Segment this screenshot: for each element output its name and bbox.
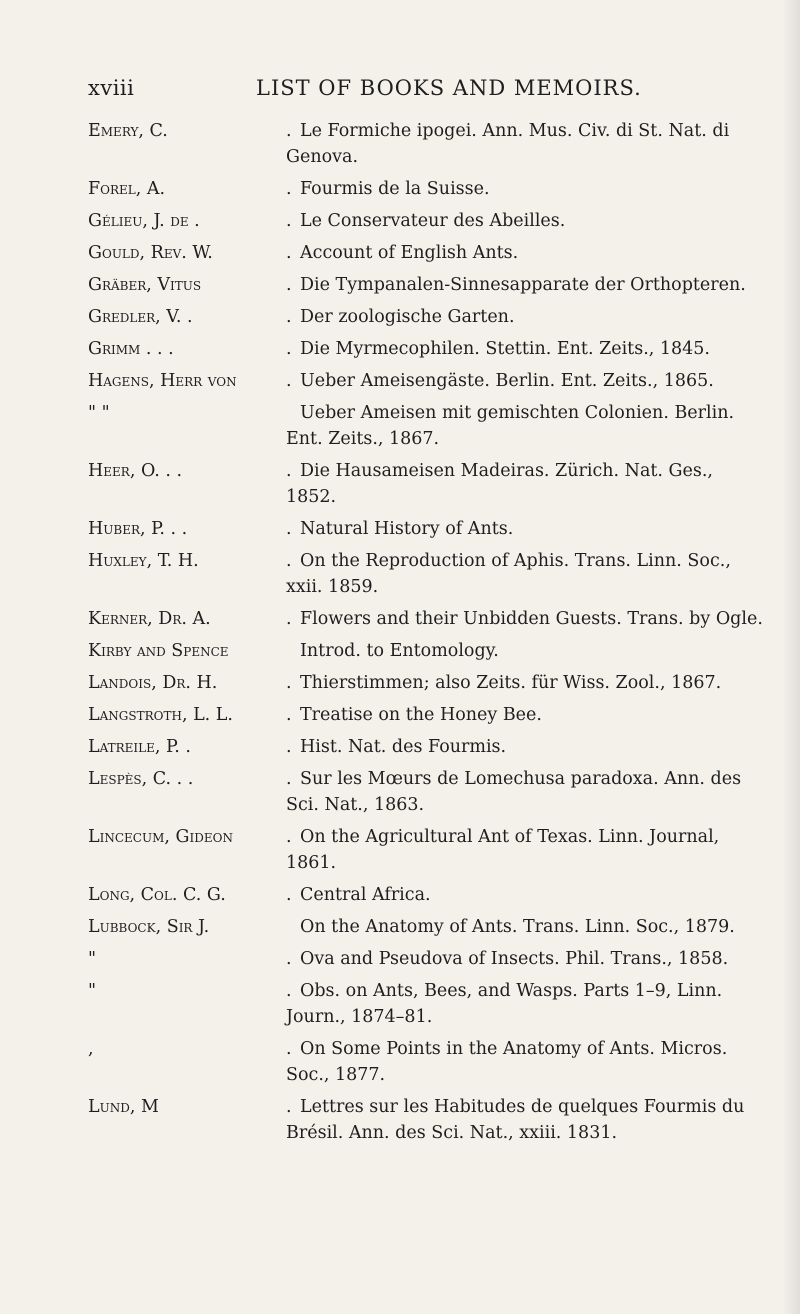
entry-author: Grimm . . . — [88, 339, 174, 359]
entry-title-block — [286, 978, 768, 1030]
bibliography-entry — [88, 458, 778, 510]
entry-title-block — [286, 824, 768, 876]
leader-dot: . — [286, 705, 292, 725]
entry-title: Der zoologische Garten. — [300, 307, 515, 327]
bibliography-entry — [88, 914, 778, 940]
leader-dot: . — [286, 981, 292, 1001]
entry-title: Ueber Ameisengäste. Berlin. Ent. Zeits., 1865. — [300, 371, 714, 391]
entry-author: Gredler, V. . — [88, 307, 193, 327]
entry-title-block — [286, 516, 768, 542]
entry-title-block — [286, 548, 768, 600]
entry-title: Flowers and their Unbidden Guests. Trans. by Ogle. — [300, 609, 763, 629]
entry-title-block — [286, 702, 768, 728]
leader-dot: . — [286, 519, 292, 539]
entry-author: Latreile, P. . — [88, 737, 191, 757]
entry-author: Kerner, Dr. A. — [88, 609, 211, 629]
bibliography-entry — [88, 882, 778, 908]
entry-title-block — [286, 606, 768, 632]
bibliography-entry — [88, 946, 778, 972]
leader-dot: . — [286, 1097, 292, 1117]
bibliography-entry — [88, 548, 778, 600]
leader-dot: . — [286, 461, 292, 481]
entry-title-block — [286, 304, 768, 330]
entry-author: Long, Col. C. G. — [88, 885, 226, 905]
leader-dot: . — [286, 609, 292, 629]
bibliography-entry — [88, 1036, 778, 1088]
entry-author: Forel, A. — [88, 179, 166, 199]
bibliography-entry — [88, 824, 778, 876]
bibliography-entry — [88, 304, 778, 330]
leader-dot: . — [286, 1039, 292, 1059]
entry-author: " — [88, 981, 97, 1001]
entry-author: Lund, M — [88, 1097, 159, 1117]
entry-author: Lespès, C. . . — [88, 769, 194, 789]
entry-author: Heer, O. . . — [88, 461, 183, 481]
entry-title-block — [286, 670, 768, 696]
entry-title: On the Reproduction of Aphis. Trans. Linn. Soc., xxii. 1859. — [286, 551, 731, 597]
bibliography-entry — [88, 978, 778, 1030]
bibliography-entry — [88, 368, 778, 394]
entry-title: Hist. Nat. des Fourmis. — [300, 737, 507, 757]
entry-title: Die Hausameisen Madeiras. Zürich. Nat. Ges., 1852. — [286, 461, 713, 507]
entry-title: Introd. to Entomology. — [300, 641, 499, 661]
entry-title-block — [286, 1036, 768, 1088]
entry-author: Lincecum, Gideon — [88, 827, 233, 847]
entry-author: , — [88, 1039, 94, 1059]
leader-dot: . — [286, 737, 292, 757]
entry-title: Account of English Ants. — [300, 243, 519, 263]
entry-title-block — [286, 240, 768, 266]
bibliography-entry — [88, 766, 778, 818]
bibliography-list — [88, 118, 778, 1152]
entry-title: Natural History of Ants. — [300, 519, 514, 539]
entry-author: Kirby and Spence — [88, 641, 229, 661]
entry-title: Central Africa. — [300, 885, 431, 905]
entry-title-block — [286, 400, 768, 452]
bibliography-entry — [88, 1094, 778, 1146]
entry-author: Emery, C. — [88, 121, 168, 141]
bibliography-entry — [88, 208, 778, 234]
bibliography-entry — [88, 176, 778, 202]
entry-title: Fourmis de la Suisse. — [300, 179, 490, 199]
bibliography-entry — [88, 638, 778, 664]
leader-dot: . — [286, 949, 292, 969]
entry-title-block — [286, 272, 768, 298]
entry-title: Lettres sur les Habitudes de quelques Fourmis du Brésil. Ann. des Sci. Nat., xxiii. 1831. — [286, 1097, 745, 1143]
entry-author: Huber, P. . . — [88, 519, 188, 539]
entry-author: Gélieu, J. de . — [88, 211, 200, 231]
bibliography-entry — [88, 118, 778, 170]
leader-dot: . — [286, 307, 292, 327]
bibliography-entry — [88, 734, 778, 760]
entry-title: On Some Points in the Anatomy of Ants. Micros. Soc., 1877. — [286, 1039, 728, 1085]
leader-dot: . — [286, 827, 292, 847]
page-number: xviii — [88, 76, 135, 100]
entry-title: Sur les Mœurs de Lomechusa paradoxa. Ann. des Sci. Nat., 1863. — [286, 769, 742, 815]
entry-title-block — [286, 946, 768, 972]
leader-dot: . — [286, 769, 292, 789]
entry-title: Ueber Ameisen mit gemischten Colonien. Berlin. Ent. Zeits., 1867. — [286, 403, 735, 449]
entry-author: " — [88, 949, 97, 969]
leader-dot: . — [286, 243, 292, 263]
leader-dot: . — [286, 211, 292, 231]
entry-title: Obs. on Ants, Bees, and Wasps. Parts 1–9, Linn. Journ., 1874–81. — [286, 981, 723, 1027]
entry-title-block — [286, 882, 768, 908]
entry-title: Die Tympanalen-Sinnesapparate der Orthopteren. — [300, 275, 746, 295]
leader-dot: . — [286, 551, 292, 571]
entry-title-block — [286, 766, 768, 818]
entry-title-block — [286, 368, 768, 394]
bibliography-entry — [88, 516, 778, 542]
entry-author: Hagens, Herr von — [88, 371, 237, 391]
entry-title: On the Anatomy of Ants. Trans. Linn. Soc., 1879. — [300, 917, 735, 937]
entry-title: Thierstimmen; also Zeits. für Wiss. Zool., 1867. — [300, 673, 722, 693]
entry-title: Treatise on the Honey Bee. — [300, 705, 542, 725]
entry-author: Landois, Dr. H. — [88, 673, 218, 693]
page-edge-shadow — [782, 0, 800, 1314]
bibliography-entry — [88, 400, 778, 452]
entry-author: Lubbock, Sir J. — [88, 917, 210, 937]
entry-title-block — [286, 734, 768, 760]
entry-title: Le Formiche ipogei. Ann. Mus. Civ. di St. Nat. di Genova. — [286, 121, 730, 167]
entry-title-block — [286, 208, 768, 234]
entry-title: Le Conservateur des Abeilles. — [300, 211, 566, 231]
entry-title-block — [286, 1094, 768, 1146]
leader-dot: . — [286, 121, 292, 141]
entry-author: Huxley, T. H. — [88, 551, 199, 571]
entry-title-block — [286, 914, 768, 940]
bibliography-entry — [88, 272, 778, 298]
bibliography-entry — [88, 606, 778, 632]
leader-dot: . — [286, 339, 292, 359]
leader-dot: . — [286, 371, 292, 391]
leader-dot: . — [286, 179, 292, 199]
bibliography-entry — [88, 336, 778, 362]
entry-author: " " — [88, 403, 110, 423]
page-header — [88, 76, 748, 100]
entry-title-block — [286, 458, 768, 510]
running-title: LIST OF BOOKS AND MEMOIRS. — [256, 76, 642, 100]
entry-title-block — [286, 336, 768, 362]
entry-author: Gräber, Vitus — [88, 275, 202, 295]
entry-title: Ova and Pseudova of Insects. Phil. Trans., 1858. — [300, 949, 729, 969]
entry-author: Langstroth, L. L. — [88, 705, 233, 725]
entry-title: On the Agricultural Ant of Texas. Linn. Journal, 1861. — [286, 827, 720, 873]
leader-dot: . — [286, 275, 292, 295]
entry-title-block — [286, 176, 768, 202]
leader-dot: . — [286, 673, 292, 693]
bibliography-entry — [88, 240, 778, 266]
entry-author: Gould, Rev. W. — [88, 243, 213, 263]
leader-dot: . — [286, 885, 292, 905]
bibliography-entry — [88, 670, 778, 696]
entry-title-block — [286, 118, 768, 170]
entry-title: Die Myrmecophilen. Stettin. Ent. Zeits., 1845. — [300, 339, 710, 359]
bibliography-entry — [88, 702, 778, 728]
